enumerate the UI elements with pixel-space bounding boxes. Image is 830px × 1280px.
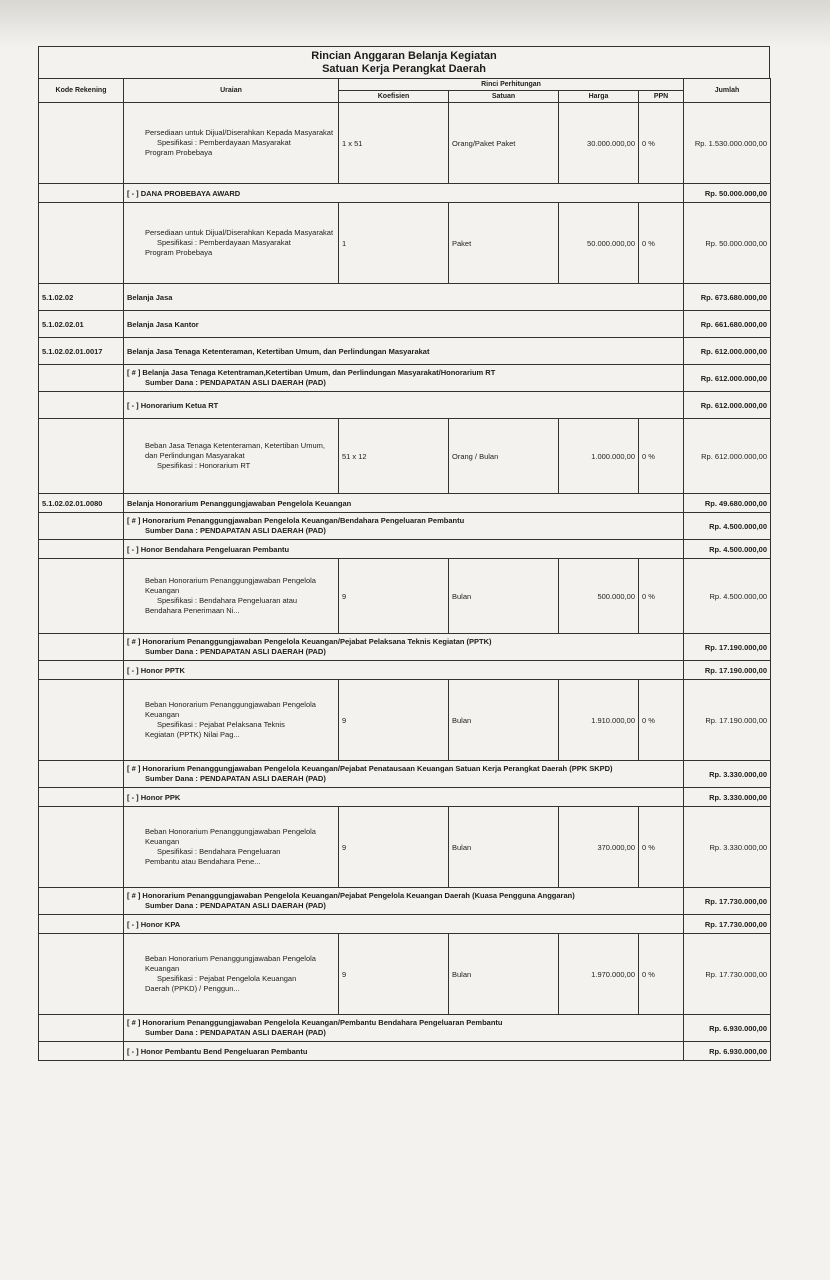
harga-cell: 500.000,00 — [559, 559, 639, 634]
kode-cell: 5.1.02.02.01 — [39, 311, 124, 338]
satuan-cell: Paket — [449, 203, 559, 284]
jumlah-cell: Rp. 1.530.000.000,00 — [684, 103, 771, 184]
group-title: [ # ] Belanja Jasa Tenaga Ketentraman,Ketertiban Umum, dan Perlindungan Masyarakat/Honorarium RT — [127, 368, 496, 377]
sumber-dana: Sumber Dana : PENDAPATAN ASLI DAERAH (PAD) — [145, 1028, 326, 1037]
uraian-cell — [124, 103, 339, 184]
kode-cell — [39, 888, 124, 915]
jumlah-cell: Rp. 612.000.000,00 — [684, 365, 771, 392]
harga-cell: 1.910.000,00 — [559, 680, 639, 761]
koefisien-cell: 9 — [339, 559, 449, 634]
kode-cell: 5.1.02.02.01.0080 — [39, 494, 124, 513]
col-harga-header: Harga — [559, 91, 639, 103]
ppn-cell: 0 % — [639, 419, 684, 494]
uraian-cell — [124, 559, 339, 634]
table-row — [39, 761, 771, 788]
uraian-cell — [124, 888, 684, 915]
jumlah-cell: Rp. 673.680.000,00 — [684, 284, 771, 311]
harga-cell: 50.000.000,00 — [559, 203, 639, 284]
col-rinci-header: Rinci Perhitungan — [339, 79, 684, 91]
uraian-line: Persediaan untuk Dijual/Diserahkan Kepada Masyarakat — [145, 228, 334, 237]
kode-cell: 5.1.02.02.01.0017 — [39, 338, 124, 365]
title-line-1: Rincian Anggaran Belanja Kegiatan — [311, 50, 497, 62]
uraian-line: Beban Honorarium Penanggungjawaban Pengelola Keuangan — [145, 827, 316, 846]
table-row — [39, 559, 771, 634]
budget-table — [38, 78, 771, 1061]
ppn-cell: 0 % — [639, 934, 684, 1015]
col-jumlah-header: Jumlah — [684, 79, 771, 103]
ppn-cell: 0 % — [639, 203, 684, 284]
jumlah-cell: Rp. 612.000.000,00 — [684, 392, 771, 419]
uraian-cell — [124, 680, 339, 761]
budget-document — [38, 46, 770, 1061]
table-row — [39, 680, 771, 761]
col-ppn-header: PPN — [639, 91, 684, 103]
table-row — [39, 915, 771, 934]
uraian-line: Beban Jasa Tenaga Ketenteraman, Ketertiban Umum, dan Perlindungan Masyarakat — [145, 441, 325, 460]
sumber-dana: Sumber Dana : PENDAPATAN ASLI DAERAH (PAD) — [145, 774, 326, 783]
satuan-cell: Bulan — [449, 807, 559, 888]
kode-cell — [39, 203, 124, 284]
uraian-cell: [ - ] Honor PPK — [124, 788, 684, 807]
spec-line-2: Bendahara Penerimaan Ni... — [145, 606, 240, 615]
sumber-dana: Sumber Dana : PENDAPATAN ASLI DAERAH (PAD) — [145, 526, 326, 535]
kode-cell — [39, 1015, 124, 1042]
table-row — [39, 513, 771, 540]
group-title: [ # ] Honorarium Penanggungjawaban Pengelola Keuangan/Pejabat Pelaksana Teknis Kegiatan (PPTK) — [127, 637, 492, 646]
harga-cell: 370.000,00 — [559, 807, 639, 888]
sumber-dana: Sumber Dana : PENDAPATAN ASLI DAERAH (PAD) — [145, 901, 326, 910]
harga-cell: 1.000.000,00 — [559, 419, 639, 494]
kode-cell — [39, 788, 124, 807]
uraian-cell: [ - ] Honor Bendahara Pengeluaran Pembantu — [124, 540, 684, 559]
spec-line-2: Program Probebaya — [145, 248, 213, 257]
uraian-cell — [124, 934, 339, 1015]
group-title: [ # ] Honorarium Penanggungjawaban Pengelola Keuangan/Pembantu Bendahara Pengeluaran Pembantu — [127, 1018, 503, 1027]
table-header-row — [39, 79, 771, 91]
jumlah-cell: Rp. 6.930.000,00 — [684, 1042, 771, 1061]
uraian-cell: [ - ] Honorarium Ketua RT — [124, 392, 684, 419]
kode-cell — [39, 184, 124, 203]
kode-cell: 5.1.02.02 — [39, 284, 124, 311]
jumlah-cell: Rp. 50.000.000,00 — [684, 184, 771, 203]
uraian-cell — [124, 634, 684, 661]
jumlah-cell: Rp. 612.000.000,00 — [684, 419, 771, 494]
kode-cell — [39, 365, 124, 392]
uraian-cell — [124, 365, 684, 392]
table-row — [39, 311, 771, 338]
jumlah-cell: Rp. 50.000.000,00 — [684, 203, 771, 284]
jumlah-cell: Rp. 17.730.000,00 — [684, 888, 771, 915]
uraian-cell — [124, 761, 684, 788]
sumber-dana: Sumber Dana : PENDAPATAN ASLI DAERAH (PAD) — [145, 378, 326, 387]
table-row — [39, 934, 771, 1015]
jumlah-cell: Rp. 49.680.000,00 — [684, 494, 771, 513]
table-row — [39, 888, 771, 915]
kode-cell — [39, 103, 124, 184]
document-title — [38, 46, 770, 78]
col-koefisien-header: Koefisien — [339, 91, 449, 103]
koefisien-cell: 51 x 12 — [339, 419, 449, 494]
uraian-cell: Belanja Jasa Tenaga Ketenteraman, Ketertiban Umum, dan Perlindungan Masyarakat — [124, 338, 684, 365]
table-row — [39, 540, 771, 559]
table-row — [39, 661, 771, 680]
uraian-cell: Belanja Jasa — [124, 284, 684, 311]
koefisien-cell: 9 — [339, 807, 449, 888]
uraian-cell: Belanja Jasa Kantor — [124, 311, 684, 338]
jumlah-cell: Rp. 4.500.000,00 — [684, 559, 771, 634]
kode-cell — [39, 680, 124, 761]
uraian-cell — [124, 513, 684, 540]
table-row — [39, 184, 771, 203]
table-row — [39, 103, 771, 184]
satuan-cell: Orang / Bulan — [449, 419, 559, 494]
koefisien-cell: 9 — [339, 680, 449, 761]
spec-line: Spesifikasi : Honorarium RT — [157, 461, 251, 470]
satuan-cell: Bulan — [449, 934, 559, 1015]
satuan-cell: Bulan — [449, 680, 559, 761]
jumlah-cell: Rp. 661.680.000,00 — [684, 311, 771, 338]
jumlah-cell: Rp. 17.190.000,00 — [684, 680, 771, 761]
spec-line-2: Pembantu atau Bendahara Pene... — [145, 857, 261, 866]
koefisien-cell: 9 — [339, 934, 449, 1015]
jumlah-cell: Rp. 3.330.000,00 — [684, 807, 771, 888]
uraian-cell: [ - ] Honor KPA — [124, 915, 684, 934]
uraian-cell: [ - ] Honor Pembantu Bend Pengeluaran Pembantu — [124, 1042, 684, 1061]
uraian-cell — [124, 807, 339, 888]
jumlah-cell: Rp. 17.190.000,00 — [684, 634, 771, 661]
ppn-cell: 0 % — [639, 807, 684, 888]
harga-cell: 1.970.000,00 — [559, 934, 639, 1015]
uraian-cell — [124, 1015, 684, 1042]
jumlah-cell: Rp. 3.330.000,00 — [684, 788, 771, 807]
kode-cell — [39, 392, 124, 419]
table-row — [39, 365, 771, 392]
uraian-line: Beban Honorarium Penanggungjawaban Pengelola Keuangan — [145, 576, 316, 595]
kode-cell — [39, 559, 124, 634]
col-uraian-header: Uraian — [124, 79, 339, 103]
sumber-dana: Sumber Dana : PENDAPATAN ASLI DAERAH (PAD) — [145, 647, 326, 656]
kode-cell — [39, 915, 124, 934]
table-row — [39, 1042, 771, 1061]
uraian-line: Beban Honorarium Penanggungjawaban Pengelola Keuangan — [145, 954, 316, 973]
uraian-cell: [ - ] DANA PROBEBAYA AWARD — [124, 184, 684, 203]
jumlah-cell: Rp. 17.730.000,00 — [684, 915, 771, 934]
group-title: [ # ] Honorarium Penanggungjawaban Pengelola Keuangan/Pejabat Pengelola Keuangan Daerah (Kuasa Pengguna Anggaran) — [127, 891, 575, 900]
table-row — [39, 392, 771, 419]
kode-cell — [39, 761, 124, 788]
koefisien-cell: 1 x 51 — [339, 103, 449, 184]
spec-line: Spesifikasi : Bendahara Pengeluaran atau — [157, 596, 298, 605]
ppn-cell: 0 % — [639, 680, 684, 761]
jumlah-cell: Rp. 6.930.000,00 — [684, 1015, 771, 1042]
spec-line: Spesifikasi : Pemberdayaan Masyarakat — [157, 238, 291, 247]
kode-cell — [39, 513, 124, 540]
spec-line-2: Program Probebaya — [145, 148, 213, 157]
table-row — [39, 203, 771, 284]
jumlah-cell: Rp. 4.500.000,00 — [684, 513, 771, 540]
group-title: [ # ] Honorarium Penanggungjawaban Pengelola Keuangan/Bendahara Pengeluaran Pembantu — [127, 516, 465, 525]
table-row — [39, 284, 771, 311]
uraian-cell — [124, 203, 339, 284]
satuan-cell: Orang/Paket Paket — [449, 103, 559, 184]
kode-cell — [39, 419, 124, 494]
table-row — [39, 494, 771, 513]
kode-cell — [39, 540, 124, 559]
table-row — [39, 419, 771, 494]
kode-cell — [39, 634, 124, 661]
ppn-cell: 0 % — [639, 103, 684, 184]
title-line-2: Satuan Kerja Perangkat Daerah — [322, 63, 486, 75]
group-title: [ # ] Honorarium Penanggungjawaban Pengelola Keuangan/Pejabat Penatausaan Keuangan Satuan Kerja Perangkat Daerah (PPK SKPD) — [127, 764, 613, 773]
spec-line: Spesifikasi : Pemberdayaan Masyarakat — [157, 138, 291, 147]
harga-cell: 30.000.000,00 — [559, 103, 639, 184]
col-satuan-header: Satuan — [449, 91, 559, 103]
ppn-cell: 0 % — [639, 559, 684, 634]
jumlah-cell: Rp. 4.500.000,00 — [684, 540, 771, 559]
spec-line-2: Daerah (PPKD) / Penggun... — [145, 984, 240, 993]
kode-cell — [39, 807, 124, 888]
uraian-cell — [124, 419, 339, 494]
spec-line: Spesifikasi : Pejabat Pengelola Keuangan — [157, 974, 297, 983]
spec-line: Spesifikasi : Bendahara Pengeluaran — [157, 847, 281, 856]
table-row — [39, 788, 771, 807]
col-kode-header: Kode Rekening — [39, 79, 124, 103]
table-row — [39, 338, 771, 365]
spec-line-2: Kegiatan (PPTK) Nilai Pag... — [145, 730, 240, 739]
spec-line: Spesifikasi : Pejabat Pelaksana Teknis — [157, 720, 285, 729]
table-row — [39, 634, 771, 661]
koefisien-cell: 1 — [339, 203, 449, 284]
jumlah-cell: Rp. 17.730.000,00 — [684, 934, 771, 1015]
jumlah-cell: Rp. 612.000.000,00 — [684, 338, 771, 365]
kode-cell — [39, 661, 124, 680]
uraian-cell: [ - ] Honor PPTK — [124, 661, 684, 680]
uraian-line: Beban Honorarium Penanggungjawaban Pengelola Keuangan — [145, 700, 316, 719]
kode-cell — [39, 934, 124, 1015]
table-row — [39, 1015, 771, 1042]
paper-top-edge — [0, 0, 830, 48]
uraian-line: Persediaan untuk Dijual/Diserahkan Kepada Masyarakat — [145, 128, 334, 137]
jumlah-cell: Rp. 3.330.000,00 — [684, 761, 771, 788]
kode-cell — [39, 1042, 124, 1061]
jumlah-cell: Rp. 17.190.000,00 — [684, 661, 771, 680]
uraian-cell: Belanja Honorarium Penanggungjawaban Pengelola Keuangan — [124, 494, 684, 513]
satuan-cell: Bulan — [449, 559, 559, 634]
table-row — [39, 807, 771, 888]
